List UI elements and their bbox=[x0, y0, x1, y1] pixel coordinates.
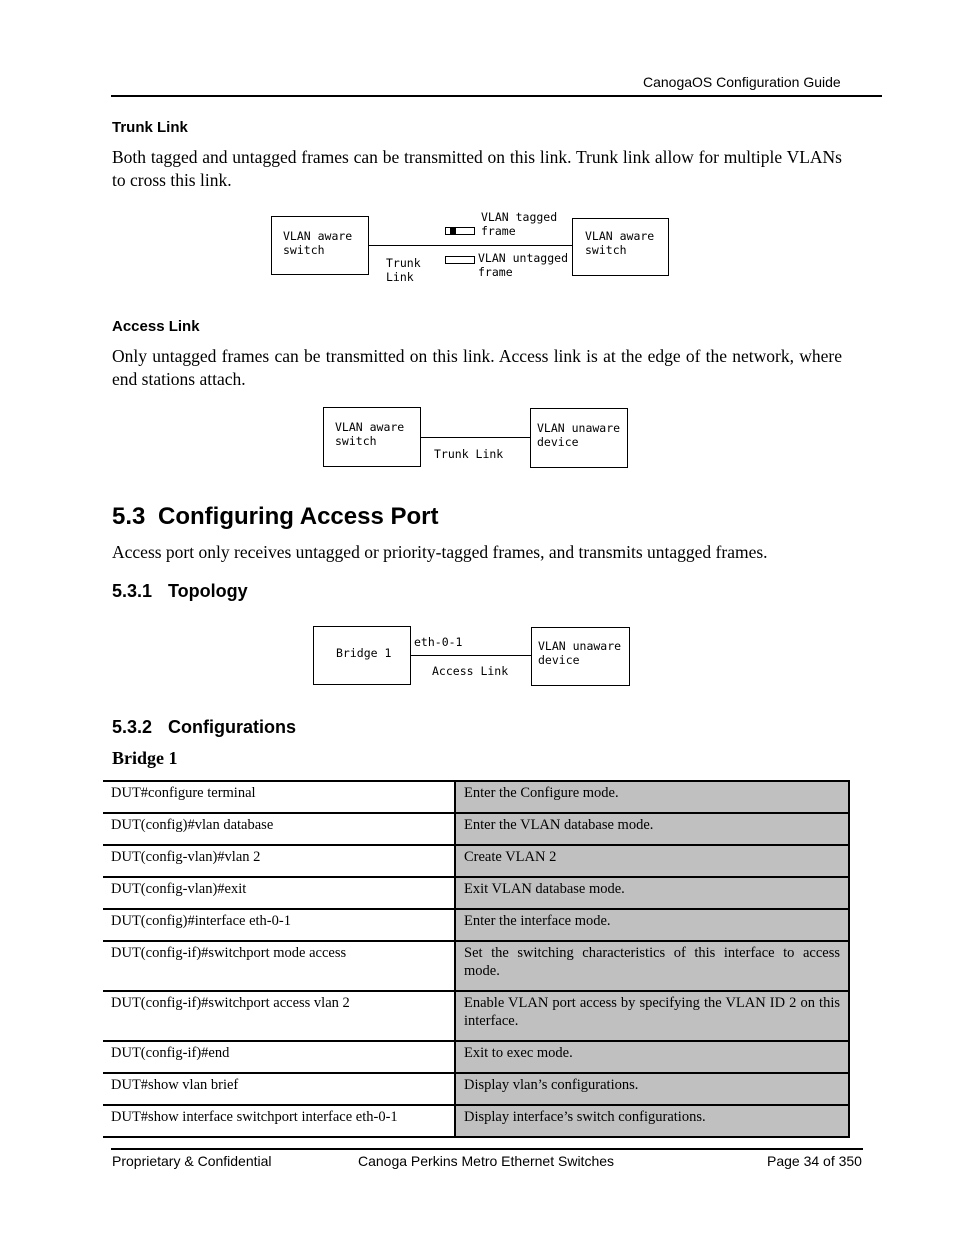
trunk-link-line bbox=[369, 245, 572, 246]
description-cell: Enter the VLAN database mode. bbox=[455, 813, 849, 845]
footer-page-number: Page 34 of 350 bbox=[767, 1153, 862, 1169]
command-cell: DUT#show vlan brief bbox=[103, 1073, 455, 1105]
section-heading bbox=[112, 503, 438, 531]
description-cell: Exit to exec mode. bbox=[455, 1041, 849, 1073]
left-box-line-1: VLAN aware bbox=[283, 229, 353, 243]
tagged-label-line-2: frame bbox=[481, 224, 516, 238]
access-left-box-line-1: VLAN aware bbox=[335, 420, 405, 434]
table-row bbox=[103, 991, 849, 1041]
tagged-frame-icon bbox=[445, 227, 475, 235]
right-box-line-1: VLAN aware bbox=[585, 229, 655, 243]
topology-title: Topology bbox=[168, 581, 248, 601]
command-cell: DUT(config)#interface eth-0-1 bbox=[103, 909, 455, 941]
footer-center: Canoga Perkins Metro Ethernet Switches bbox=[358, 1153, 615, 1169]
table-row bbox=[103, 909, 849, 941]
access-link-label: Trunk Link bbox=[434, 447, 504, 461]
left-box-line-2: switch bbox=[283, 243, 325, 257]
topology-number: 5.3.1 bbox=[112, 581, 153, 601]
vlan-tag-mark-icon bbox=[450, 228, 456, 234]
trunk-label-line-2: Link bbox=[386, 270, 414, 284]
trunk-link-heading: Trunk Link bbox=[112, 119, 188, 136]
table-row bbox=[103, 845, 849, 877]
topology-right-box-line-2: device bbox=[538, 653, 580, 667]
configurations-number: 5.3.2 bbox=[112, 717, 153, 737]
command-cell: DUT(config-if)#switchport access vlan 2 bbox=[103, 991, 455, 1041]
table-row bbox=[103, 781, 849, 813]
table-row bbox=[103, 1105, 849, 1137]
right-box-line-2: switch bbox=[585, 243, 627, 257]
footer-rule bbox=[111, 1148, 863, 1150]
configurations-title: Configurations bbox=[168, 717, 296, 737]
section-paragraph: Access port only receives untagged or priority-tagged frames, and transmits untagged frames. bbox=[112, 542, 768, 562]
table-row bbox=[103, 1041, 849, 1073]
description-cell: Enter the Configure mode. bbox=[455, 781, 849, 813]
access-link-heading: Access Link bbox=[112, 318, 200, 335]
description-cell: Enable VLAN port access by specifying the VLAN ID 2 on this interface. bbox=[455, 991, 849, 1041]
table-row bbox=[103, 1073, 849, 1105]
access-link-topology-line bbox=[411, 655, 531, 656]
topology-link-label: Access Link bbox=[432, 664, 509, 678]
untagged-label-line-2: frame bbox=[478, 265, 513, 279]
trunk-link-paragraph: Both tagged and untagged frames can be transmitted on this link. Trunk link allow for multiple VLANs to cross this link. bbox=[112, 147, 842, 190]
access-link-line bbox=[421, 437, 530, 438]
topology-right-box-line-1: VLAN unaware bbox=[538, 639, 622, 653]
access-right-box-line-2: device bbox=[537, 435, 579, 449]
description-cell: Set the switching characteristics of this interface to access mode. bbox=[455, 941, 849, 991]
command-cell: DUT(config-if)#switchport mode access bbox=[103, 941, 455, 991]
untagged-label-line-1: VLAN untagged bbox=[478, 251, 569, 265]
section-title: Configuring Access Port bbox=[158, 503, 439, 530]
description-cell: Create VLAN 2 bbox=[455, 845, 849, 877]
command-cell: DUT(config-vlan)#vlan 2 bbox=[103, 845, 455, 877]
table-row bbox=[103, 877, 849, 909]
section-number: 5.3 bbox=[112, 503, 146, 530]
bridge-1-label: Bridge 1 bbox=[336, 646, 392, 660]
command-cell: DUT(config)#vlan database bbox=[103, 813, 455, 845]
command-cell: DUT(config-if)#end bbox=[103, 1041, 455, 1073]
access-left-box-line-2: switch bbox=[335, 434, 377, 448]
device-label: Bridge 1 bbox=[112, 748, 178, 768]
description-cell: Enter the interface mode. bbox=[455, 909, 849, 941]
table-row bbox=[103, 813, 849, 845]
tagged-label-line-1: VLAN tagged bbox=[481, 210, 558, 224]
configurations-heading bbox=[112, 717, 296, 738]
table-row bbox=[103, 941, 849, 991]
running-header: CanogaOS Configuration Guide bbox=[643, 74, 841, 90]
description-cell: Exit VLAN database mode. bbox=[455, 877, 849, 909]
untagged-frame-icon bbox=[445, 256, 475, 264]
command-cell: DUT#configure terminal bbox=[103, 781, 455, 813]
access-link-paragraph: Only untagged frames can be transmitted on this link. Access link is at the edge of the network, where end stations attach. bbox=[112, 346, 842, 389]
command-cell: DUT(config-vlan)#exit bbox=[103, 877, 455, 909]
topology-heading bbox=[112, 581, 248, 602]
description-cell: Display interface’s switch configurations. bbox=[455, 1105, 849, 1137]
access-right-box-line-1: VLAN unaware bbox=[537, 421, 621, 435]
description-cell: Display vlan’s configurations. bbox=[455, 1073, 849, 1105]
trunk-label-line-1: Trunk bbox=[386, 256, 421, 270]
config-table bbox=[103, 780, 850, 1138]
header-rule bbox=[111, 95, 882, 97]
footer-left: Proprietary & Confidential bbox=[112, 1153, 272, 1169]
port-label: eth-0-1 bbox=[414, 635, 463, 649]
command-cell: DUT#show interface switchport interface eth-0-1 bbox=[103, 1105, 455, 1137]
